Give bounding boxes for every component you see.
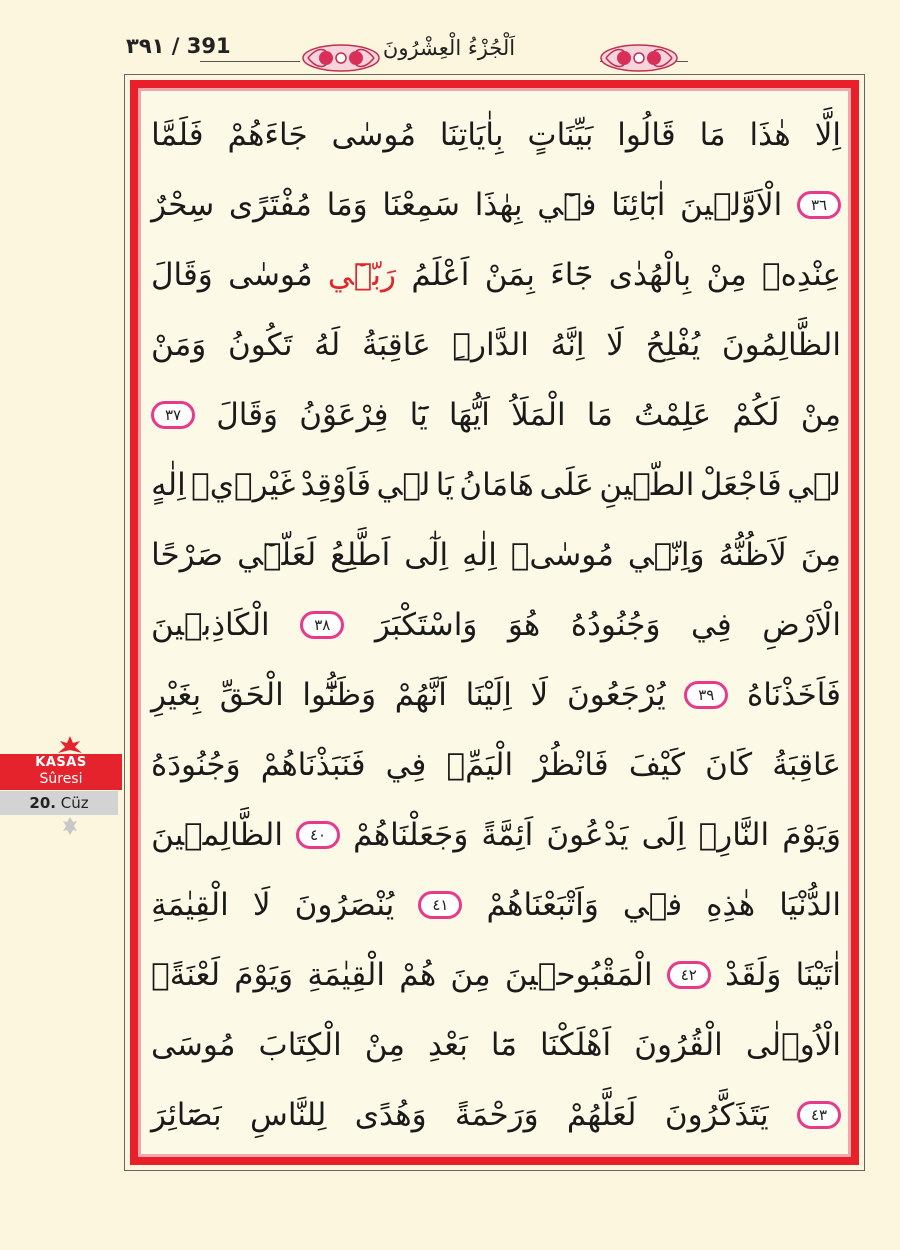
ayah-word: اَطَّلِعُ: [330, 537, 391, 573]
ayah-word: فَنَبَذْنَاهُمْ: [260, 747, 366, 783]
ayah-line: [151, 800, 841, 870]
ayah-word: ف۪ي: [622, 887, 683, 923]
ayah-word: بِالْهُدٰى: [608, 257, 692, 293]
verse-number-marker: ٣٦: [797, 191, 841, 219]
ayah-word: بِهٰذَا: [474, 187, 523, 223]
ayah-word: الْقُرُونَ: [634, 1027, 723, 1063]
ayah-word: الدُّنْيَا: [779, 887, 841, 923]
ayah-word: وَلَقَدْ: [725, 957, 782, 993]
ayah-word: لَا: [530, 677, 549, 713]
ayah-word: وَهُدًى: [354, 1097, 427, 1133]
ayah-word: لَعَلّ۪ٓي: [237, 537, 317, 573]
ayah-word: اٰتَيْنَا: [795, 957, 841, 993]
sura-label: Sûresi: [39, 771, 83, 787]
ayah-word: لَا: [252, 887, 271, 923]
ayah-line: [151, 1080, 841, 1150]
ayah-word: فِرْعَوْنُ: [299, 397, 389, 433]
ayah-word: اٰبَٓائِنَا: [611, 187, 666, 223]
ayah-word: مِنْ: [706, 257, 747, 293]
ayah-word: لَاَظُنُّهُ: [718, 537, 787, 573]
ayah-word: بَصَٓائِرَ: [151, 1097, 222, 1133]
ayah-word: فَاَخَذْنَاهُ: [746, 677, 841, 713]
sura-name: KASAS: [35, 755, 87, 770]
ayah-word: مِنَ: [800, 537, 841, 573]
ayah-word: مُفْتَرًى: [228, 187, 312, 223]
ayah-word: بَيِّنَاتٍ: [527, 117, 594, 153]
ayah-word: يُنْصَرُونَ: [294, 887, 395, 923]
ayah-word: كَانَ: [705, 747, 753, 783]
ayah-word: وَجُنُودُهُ: [570, 607, 661, 643]
ayah-word: اَعْلَمُ: [411, 257, 470, 293]
ayah-word: مِنْ: [364, 1027, 405, 1063]
ayah-word: وَرَحْمَةً: [454, 1097, 539, 1133]
ayah-line: [151, 170, 841, 240]
header-ornament-right-icon: [598, 42, 680, 74]
ayah-word: الْكَاذِب۪ينَ: [151, 607, 270, 643]
ayah-word: ل۪ي: [787, 467, 841, 503]
ayah-word: يَتَذَكَّرُونَ: [664, 1097, 769, 1133]
ayah-word: مَا: [586, 397, 613, 433]
ayah-word: فَانْظُرْ: [533, 747, 609, 783]
ayah-word: مِنَ: [450, 957, 491, 993]
ayah-word: وَجَعَلْنَاهُمْ: [353, 817, 469, 853]
ayah-word: يُرْجَعُونَ: [566, 677, 666, 713]
ayah-word: لَعْنَةًۚ: [151, 957, 221, 993]
ayah-word: صَرْحًا: [151, 537, 224, 573]
ayah-word: وَاِنّ۪ي: [627, 537, 705, 573]
ayah-word: ل۪ي: [376, 467, 431, 503]
ayah-word: عَلِمْتُ: [634, 397, 712, 433]
ayah-word: الْمَلَاُ: [511, 397, 566, 433]
verse-number-marker: ٤٢: [667, 961, 711, 989]
ayah-line: [151, 660, 841, 730]
ayah-word: الْحَقِّ: [219, 677, 284, 713]
ayah-word: اِلَيْنَا: [465, 677, 512, 713]
cuz-label: Cüz: [60, 794, 89, 812]
ayah-word: جَٓاءَ: [550, 257, 594, 293]
ayah-word: هُمْ: [399, 957, 437, 993]
ayah-word: مُوسٰى: [331, 117, 416, 153]
ayah-word: اِلٰهٍ: [151, 467, 186, 503]
ayah-word: يَدْعُونَ: [546, 817, 629, 853]
ayah-word: الْاَرْضِ: [762, 607, 841, 643]
ayah-word: جَاءَهُمْ: [227, 117, 308, 153]
ayah-word: فِي: [691, 607, 732, 643]
ayah-word: هٰذِهِ: [706, 887, 756, 923]
ayah-line: [151, 590, 841, 660]
ayah-word: وَيَوْمَ: [782, 817, 841, 853]
header-ornament-left-icon: [300, 42, 382, 74]
ayah-line: [151, 380, 841, 450]
ayah-word: الْقِيٰمَةِ: [151, 887, 229, 923]
ayah-word: تَكُونُ: [227, 327, 293, 363]
ayah-word: مِنْ: [800, 397, 841, 433]
ayah-word: الْيَمِّۚ: [446, 747, 514, 783]
ayah-word: بِغَيْرِ: [151, 677, 202, 713]
ayah-word: رَبّ۪ٓي: [327, 257, 396, 293]
ayah-line: [151, 310, 841, 380]
ayah-word: اِلَّا: [814, 117, 841, 153]
ayah-word: فَلَمَّا: [151, 117, 204, 153]
ayah-word: بِمَنْ: [484, 257, 535, 293]
verse-number-marker: ٤١: [418, 891, 462, 919]
ayah-word: الطّ۪ينِ: [599, 467, 695, 503]
cuz-number: 20.: [29, 794, 56, 812]
ayah-word: لَعَلَّهُمْ: [566, 1097, 637, 1133]
ayah-word: الْاَوَّل۪ينَ: [680, 187, 783, 223]
ayah-line: [151, 100, 841, 170]
ayah-word: هُوَ: [507, 607, 541, 643]
ayah-word: مَٓا: [490, 1027, 517, 1063]
ayah-word: غَيْر۪يۚ: [191, 467, 296, 503]
ayah-line: [151, 730, 841, 800]
ayah-word: اَنَّهُمْ: [394, 677, 447, 713]
verse-number-marker: ٣٨: [300, 611, 344, 639]
verse-number-marker: ٤٣: [797, 1101, 841, 1129]
ayah-word: اَهْلَكْنَا: [540, 1027, 612, 1063]
ayah-word: عِنْدِه۪: [762, 257, 841, 293]
ayah-word: عَاقِبَةُ: [361, 327, 431, 363]
verse-number-marker: ٣٧: [151, 401, 195, 429]
ayah-line: [151, 940, 841, 1010]
ayah-line: [151, 870, 841, 940]
ayah-word: هَامَانُ: [459, 467, 534, 503]
ayah-word: اِلٰٓى: [404, 537, 449, 573]
ayah-word: وَاَتْبَعْنَاهُمْ: [486, 887, 599, 923]
ayah-word: وَقَالَ: [216, 397, 279, 433]
ayah-word: اَئِمَّةً: [481, 817, 534, 853]
ayah-word: سِحْرٌ: [151, 187, 215, 223]
ayah-word: لَكُمْ: [732, 397, 780, 433]
ayah-word: لَهُ: [314, 327, 341, 363]
page-number: ٣٩١ / 391: [126, 34, 231, 58]
ayah-word: الْكِتَابَ: [258, 1027, 342, 1063]
ayah-word: وَجُنُودَهُ: [151, 747, 241, 783]
sura-name-box: [0, 754, 122, 790]
ayah-line: [151, 240, 841, 310]
ayah-word: يُفْلِحُ: [645, 327, 701, 363]
ayah-word: كَيْفَ: [628, 747, 686, 783]
ayah-word: مُوسٰى: [228, 257, 313, 293]
ayah-word: عَاقِبَةُ: [772, 747, 841, 783]
verse-number-marker: ٤٠: [296, 821, 340, 849]
ayah-word: يَا: [435, 467, 454, 503]
ayah-word: مَا: [699, 117, 726, 153]
ayah-word: النَّارِۚ: [698, 817, 770, 853]
ayah-word: اِلٰهِ: [462, 537, 497, 573]
quran-text-area: [151, 100, 841, 1150]
ayah-word: وَمَنْ: [151, 327, 207, 363]
ayah-word: قَالُوا: [617, 117, 676, 153]
cuz-box: [0, 791, 118, 815]
ayah-line: [151, 450, 841, 520]
ayah-word: اِنَّهُ: [550, 327, 585, 363]
ayah-word: فَاَوْقِدْ: [300, 467, 372, 503]
ayah-word: بِاٰيَاتِنَا: [439, 117, 504, 153]
ayah-word: سَمِعْنَا: [382, 187, 461, 223]
verse-number-marker: ٣٩: [684, 681, 728, 709]
ayah-word: مُوسٰىۙ: [510, 537, 614, 573]
ayah-word: هٰذَا: [749, 117, 791, 153]
ayah-word: ف۪ٓي: [537, 187, 597, 223]
ayah-word: مُوسَى: [151, 1027, 236, 1063]
ayah-word: عَلَى: [539, 467, 594, 503]
ayah-line: [151, 520, 841, 590]
ayah-line: [151, 1010, 841, 1080]
ayah-word: يَٓا: [409, 397, 428, 433]
ayah-word: بَعْدِ: [427, 1027, 468, 1063]
ayah-word: فَاجْعَلْ: [699, 467, 782, 503]
juz-title: اَلْجُزْءُ الْعِشْرُونَ: [382, 36, 516, 60]
ayah-word: وَيَوْمَ: [234, 957, 294, 993]
ayah-word: وَظَنُّٓوا: [302, 677, 377, 713]
sura-side-tab: [0, 730, 122, 840]
ayah-word: وَمَا: [326, 187, 368, 223]
ayah-word: لِلنَّاسِ: [250, 1097, 327, 1133]
ayah-word: الظَّالِم۪ينَ: [151, 817, 283, 853]
page-header: [0, 0, 900, 80]
ayah-word: الْاُو۫لٰى: [745, 1027, 841, 1063]
ayah-word: فِي: [385, 747, 427, 783]
ayah-word: الظَّالِمُونَ: [721, 327, 841, 363]
ayah-word: اَيُّهَا: [448, 397, 490, 433]
ayah-word: الْقِيٰمَةِ: [307, 957, 385, 993]
ayah-word: الدَّارِۜ: [452, 327, 529, 363]
ayah-word: الْمَقْبُوح۪ينَ: [504, 957, 653, 993]
fleur-bottom-icon: [62, 816, 78, 836]
ayah-word: وَقَالَ: [151, 257, 213, 293]
ayah-word: وَاسْتَكْبَرَ: [374, 607, 478, 643]
ayah-word: اِلَى: [641, 817, 686, 853]
header-rule-left: [200, 61, 300, 62]
ayah-word: لَا: [606, 327, 624, 363]
